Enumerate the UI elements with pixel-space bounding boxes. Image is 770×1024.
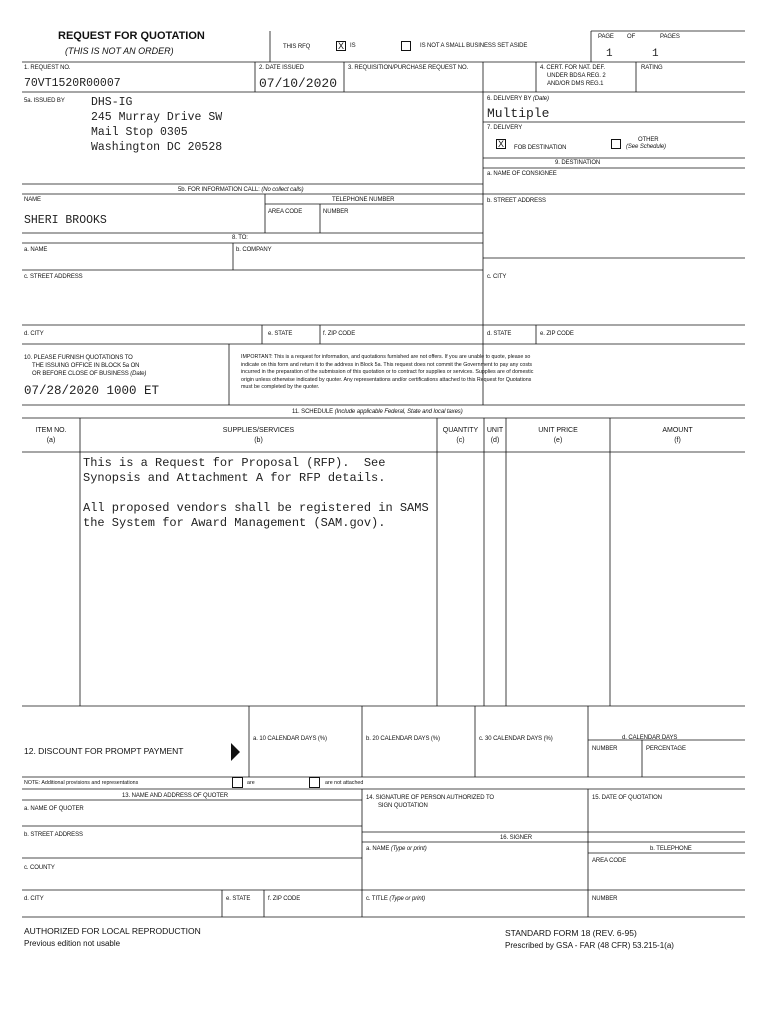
signature-label-1: 14. SIGNATURE OF PERSON AUTHORIZED TO <box>366 795 494 801</box>
furnish-line-3: OR BEFORE CLOSE OF BUSINESS (Date) <box>32 371 147 377</box>
form-subtitle: (THIS IS NOT AN ORDER) <box>65 46 174 56</box>
fob-destination-checkbox[interactable]: X <box>497 139 504 149</box>
pages-total-value: 1 <box>652 48 659 60</box>
request-no-value[interactable]: 70VT1520R00007 <box>24 77 121 90</box>
signer-title-label: c. TITLE (Type or print) <box>366 896 426 902</box>
discount-20-label: b. 20 CALENDAR DAYS (%) <box>366 736 440 742</box>
furnish-line-2: THE ISSUING OFFICE IN BLOCK 5a ON <box>32 363 140 369</box>
number-label: NUMBER <box>323 209 349 215</box>
pages-label: PAGES <box>660 34 680 40</box>
dest-state-label: d. STATE <box>487 331 512 337</box>
issued-by-label: 5a. ISSUED BY <box>24 98 65 104</box>
quoter-state-label: e. STATE <box>226 896 251 902</box>
cert-label-1: 4. CERT. FOR NAT. DEF. <box>540 65 605 71</box>
note-text: NOTE: Additional provisions and representations <box>24 780 139 786</box>
discount-percentage-label: PERCENTAGE <box>646 746 686 752</box>
col-unit-price: UNIT PRICE (e) <box>538 427 578 444</box>
provisions-are-checkbox[interactable] <box>232 777 243 788</box>
signer-name-label: a. NAME (Type or print) <box>366 846 427 852</box>
to-zip-label: f. ZIP CODE <box>323 331 356 337</box>
quoter-title: 13. NAME AND ADDRESS OF QUOTER <box>122 793 229 799</box>
provisions-are-not-checkbox[interactable] <box>309 777 320 788</box>
fob-destination-label: FOB DESTINATION <box>514 145 567 151</box>
col-item-no: ITEM NO. (a) <box>35 427 67 444</box>
to-title: 8. TO: <box>232 235 248 241</box>
to-company-label: b. COMPANY <box>236 247 272 253</box>
request-no-label: 1. REQUEST NO. <box>24 65 71 71</box>
footer-authorized: AUTHORIZED FOR LOCAL REPRODUCTION <box>24 926 201 936</box>
delivery-by-label: 6. DELIVERY BY (Date) <box>487 96 549 102</box>
is-label: IS <box>350 43 356 49</box>
other-delivery-checkbox[interactable] <box>611 139 621 149</box>
info-call-title: 5b. FOR INFORMATION CALL: (No collect calls) <box>178 187 304 193</box>
quoter-street-label: b. STREET ADDRESS <box>24 832 83 838</box>
delivery-label: 7. DELIVERY <box>487 125 523 131</box>
footer-form-number: STANDARD FORM 18 (REV. 6-95) <box>505 928 637 938</box>
col-unit: UNIT (d) <box>486 427 504 444</box>
signature-label-2: SIGN QUOTATION <box>378 803 428 809</box>
to-state-label: e. STATE <box>268 331 293 337</box>
other-delivery-sub: (See Schedule) <box>626 144 666 150</box>
dest-city-label: c. CITY <box>487 274 507 280</box>
signer-area-code-label: AREA CODE <box>592 858 627 864</box>
quotation-due-value[interactable]: 07/28/2020 1000 ET <box>24 384 160 398</box>
schedule-title: 11. SCHEDULE (Include applicable Federal, State and local taxes) <box>292 409 463 415</box>
date-issued-value[interactable]: 07/10/2020 <box>259 76 338 91</box>
other-delivery-label: OTHER <box>638 137 659 143</box>
arrow-right-icon <box>231 743 240 761</box>
footer-previous-edition: Previous edition not usable <box>24 939 121 948</box>
telephone-label: TELEPHONE NUMBER <box>332 197 395 203</box>
area-code-label: AREA CODE <box>268 209 303 215</box>
of-label: OF <box>627 34 636 40</box>
cert-label-2: UNDER BDSA REG. 2 <box>547 73 606 79</box>
rating-label: RATING <box>641 65 663 71</box>
col-supplies-services: SUPPLIES/SERVICES (b) <box>222 427 295 444</box>
are-label: are <box>247 780 255 786</box>
to-street-label: c. STREET ADDRESS <box>24 274 83 280</box>
form-title: REQUEST FOR QUOTATION <box>58 30 205 42</box>
cert-label-3: AND/OR DMS REG.1 <box>547 81 604 87</box>
col-amount: AMOUNT (f) <box>662 427 693 444</box>
signer-title: 16. SIGNER <box>500 835 533 841</box>
requisition-label: 3. REQUISITION/PURCHASE REQUEST NO. <box>348 65 469 71</box>
quoter-city-label: d. CITY <box>24 896 44 902</box>
is-not-small-business-checkbox[interactable] <box>401 41 411 51</box>
this-rfq-label: THIS RFQ <box>283 44 311 50</box>
is-not-small-business-label: IS NOT A SMALL BUSINESS SET ASIDE <box>420 43 528 49</box>
dest-zip-label: e. ZIP CODE <box>540 331 574 337</box>
quoter-zip-label: f. ZIP CODE <box>268 896 301 902</box>
quotation-date-label: 15. DATE OF QUOTATION <box>592 795 662 801</box>
discount-label: 12. DISCOUNT FOR PROMPT PAYMENT <box>24 746 184 756</box>
issued-by-line-2: 245 Murray Drive SW <box>91 111 223 124</box>
delivery-by-value[interactable]: Multiple <box>487 106 550 121</box>
schedule-description: This is a Request for Proposal (RFP). See Synopsis and Attachment A for RFP details. All proposed vendors shall be registered in SAMS the System for Award Management (SAM.gov). <box>83 456 429 530</box>
discount-30-label: c. 30 CALENDAR DAYS (%) <box>479 736 553 742</box>
to-name-label: a. NAME <box>24 247 48 253</box>
signer-number-label: NUMBER <box>592 896 618 902</box>
are-not-label: are not attached <box>325 780 364 786</box>
quoter-county-label: c. COUNTY <box>24 865 55 871</box>
date-issued-label: 2. DATE ISSUED <box>259 65 304 71</box>
info-name-label: NAME <box>24 197 41 203</box>
issued-by-line-3: Mail Stop 0305 <box>91 126 188 139</box>
important-notice: IMPORTANT: This is a request for information, and quotations furnished are not offers. If you are unable to quote, please so indicate on this form and return it to the address in Block 5a. This request does not commit the Government to pay any costs incurred in the preparation of the submission of this quotation or to contract for supplies or services. Supplies are of domestic origin unless otherwise indicated by quoter. Any representations and/or certifications attached to this Request for Quotations must be completed by the quoter. <box>241 354 534 390</box>
furnish-line-1: 10. PLEASE FURNISH QUOTATIONS TO <box>24 355 133 361</box>
page-number-value: 1 <box>606 48 613 60</box>
footer-prescribed-by: Prescribed by GSA - FAR (48 CFR) 53.215-1(a) <box>505 941 674 950</box>
issued-by-line-1: DHS-IG <box>91 96 133 109</box>
col-quantity: QUANTITY (c) <box>442 427 479 444</box>
signer-telephone-label: b. TELEPHONE <box>650 846 692 852</box>
destination-title: 9. DESTINATION <box>555 160 601 166</box>
is-small-business-checkbox[interactable]: X <box>337 41 344 51</box>
discount-number-label: NUMBER <box>592 746 618 752</box>
discount-calendar-label: d. CALENDAR DAYS <box>622 735 678 741</box>
quoter-name-label: a. NAME OF QUOTER <box>24 806 84 812</box>
to-city-label: d. CITY <box>24 331 44 337</box>
info-name-value[interactable]: SHERI BROOKS <box>24 214 107 227</box>
issued-by-line-4: Washington DC 20528 <box>91 141 223 154</box>
dest-street-label: b. STREET ADDRESS <box>487 198 546 204</box>
consignee-label: a. NAME OF CONSIGNEE <box>487 171 557 177</box>
discount-10-label: a. 10 CALENDAR DAYS (%) <box>253 736 327 742</box>
page-label: PAGE <box>598 34 614 40</box>
